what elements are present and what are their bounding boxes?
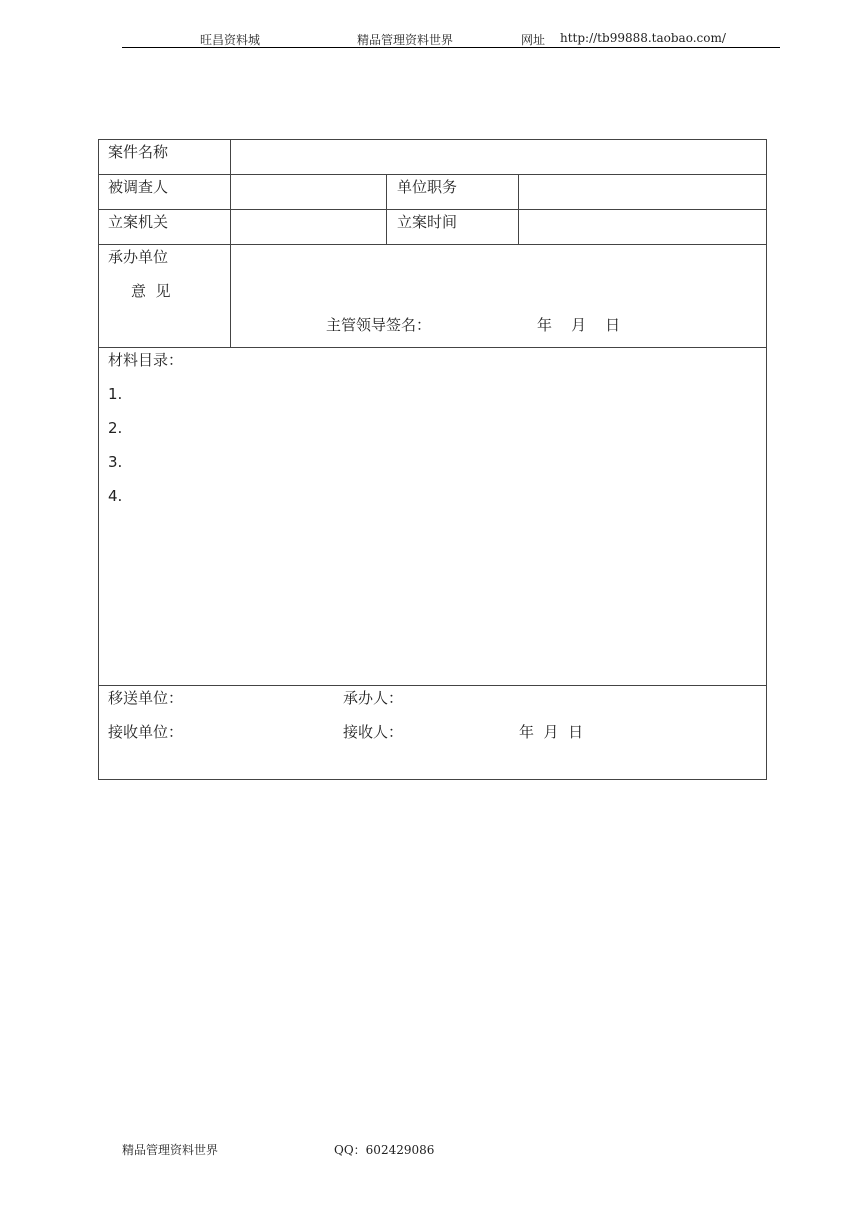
materials-item: 2. — [108, 419, 123, 437]
filing-time-field[interactable] — [527, 215, 757, 239]
footer-qq-text: QQ：602429086 — [334, 1143, 435, 1157]
case-transfer-form — [98, 139, 767, 780]
materials-item: 3. — [108, 453, 123, 471]
column-divider — [518, 174, 519, 244]
case-name-field[interactable] — [239, 145, 759, 169]
opinion-label: 意 见 — [131, 282, 171, 300]
row-divider — [99, 174, 766, 175]
header-left-text: 旺昌资料城 — [200, 33, 261, 47]
sending-unit-label: 移送单位： — [108, 689, 184, 707]
filing-authority-field[interactable] — [239, 215, 379, 239]
leader-signature-label: 主管领导签名： — [326, 316, 432, 334]
header-url-label: 网址 — [521, 33, 546, 47]
filing-authority-label: 立案机关 — [108, 213, 169, 231]
header-divider — [122, 47, 780, 48]
filing-time-label: 立案时间 — [397, 213, 458, 231]
materials-item: 4. — [108, 487, 123, 505]
investigated-person-field[interactable] — [239, 180, 379, 204]
materials-item: 1. — [108, 385, 123, 403]
investigated-person-label: 被调查人 — [108, 178, 169, 196]
footer-left-text: 精品管理资料世界 — [122, 1143, 219, 1157]
column-divider — [230, 140, 231, 347]
case-name-label: 案件名称 — [108, 143, 169, 161]
row-divider — [99, 685, 766, 686]
receiver-label: 接收人： — [343, 723, 404, 741]
row-divider — [99, 244, 766, 245]
receive-date: 年 月 日 — [519, 723, 584, 741]
receiving-unit-label: 接收单位： — [108, 723, 184, 741]
unit-position-label: 单位职务 — [397, 178, 458, 196]
materials-label: 材料目录： — [108, 351, 184, 369]
sender-label: 承办人： — [343, 689, 404, 707]
unit-position-field[interactable] — [527, 180, 757, 204]
row-divider — [99, 347, 766, 348]
header-center-text: 精品管理资料世界 — [357, 33, 454, 47]
handling-unit-label: 承办单位 — [108, 248, 169, 266]
column-divider — [386, 174, 387, 244]
header-url-link[interactable]: http://tb99888.taobao.com/ — [560, 31, 726, 45]
row-divider — [99, 209, 766, 210]
leader-signature-date: 年 月 日 — [537, 316, 621, 334]
